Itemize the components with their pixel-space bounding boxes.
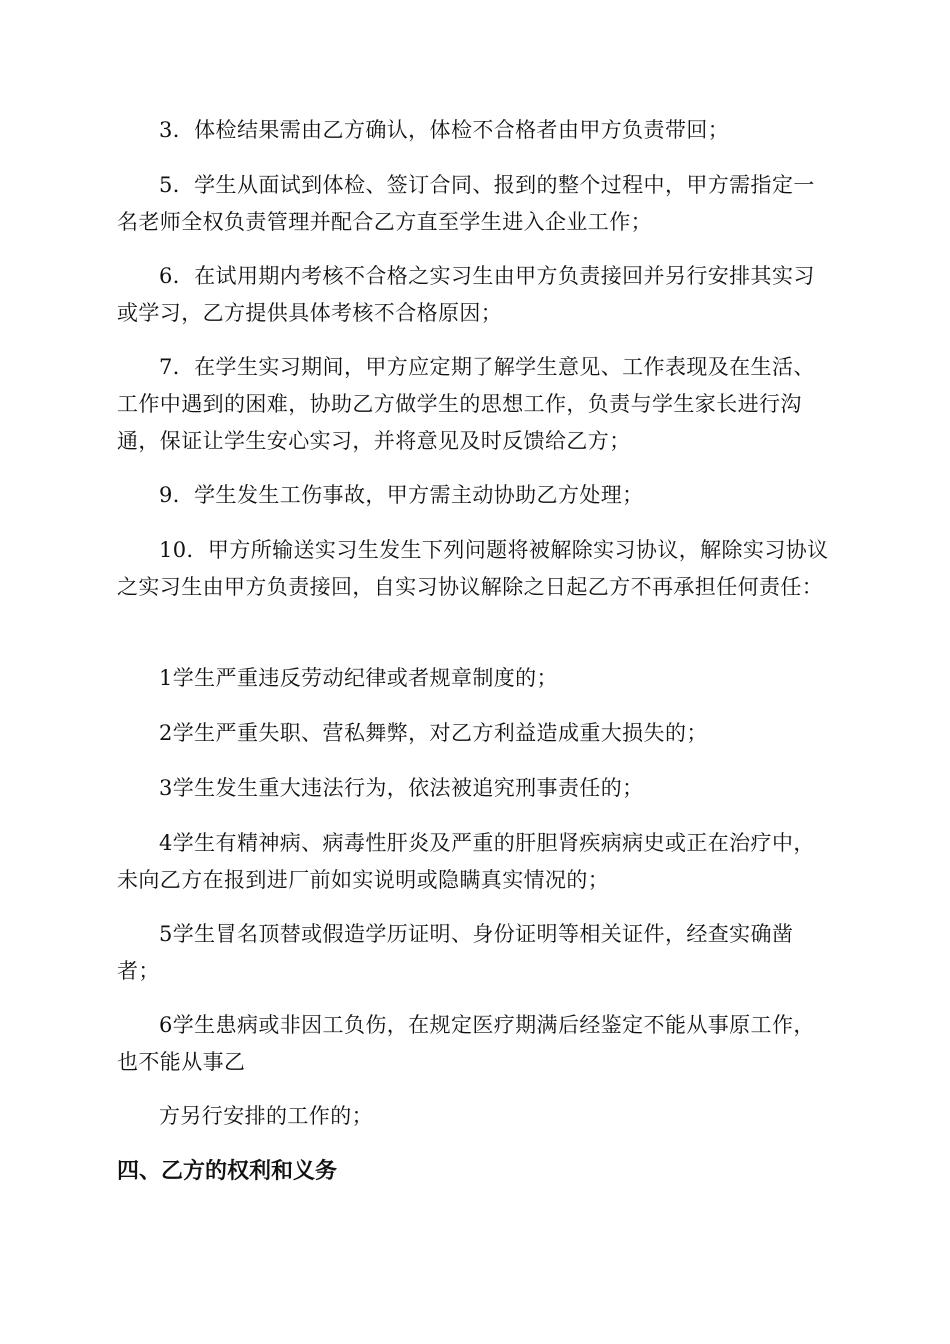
paragraph-item-6: 6．在试用期内考核不合格之实习生由甲方负责接回并另行安排其实习或学习，乙方提供具体考核不合格原因； bbox=[117, 264, 815, 325]
paragraph-item-9: 9．学生发生工伤事故，甲方需主动协助乙方处理； bbox=[159, 483, 644, 507]
sub-item-2: 2学生严重失职、营私舞弊，对乙方利益造成重大损失的； bbox=[159, 721, 708, 745]
section-heading: 四、乙方的权利和义务 bbox=[117, 1159, 338, 1184]
paragraph-item-3: 3．体检结果需由乙方确认，体检不合格者由甲方负责带回； bbox=[159, 118, 730, 142]
sub-item-5: 5学生冒名顶替或假造学历证明、身份证明等相关证件，经查实确凿者； bbox=[117, 922, 794, 983]
sub-item-6-continuation: 方另行安排的工作的； bbox=[159, 1104, 373, 1128]
paragraph-item-5: 5．学生从面试到体检、签订合同、报到的整个过程中，甲方需指定一名老师全权负责管理并配合乙方直至学生进入企业工作； bbox=[117, 173, 815, 234]
paragraph-item-7: 7．在学生实习期间，甲方应定期了解学生意见、工作表现及在生活、工作中遇到的困难，协助乙方做学生的思想工作，负责与学生家长进行沟通，保证让学生安心实习，并将意见及时反馈给乙方； bbox=[117, 355, 815, 453]
sub-item-4: 4学生有精神病、病毒性肝炎及严重的肝胆肾疾病病史或正在治疗中，未向乙方在报到进厂前如实说明或隐瞒真实情况的； bbox=[117, 831, 815, 892]
sub-item-6: 6学生患病或非因工负伤，在规定医疗期满后经鉴定不能从事原工作，也不能从事乙 bbox=[117, 1013, 815, 1074]
sub-item-1: 1学生严重违反劳动纪律或者规章制度的； bbox=[159, 666, 558, 690]
paragraph-item-10: 10．甲方所输送实习生发生下列问题将被解除实习协议，解除实习协议之实习生由甲方负责接回，自实习协议解除之日起乙方不再承担任何责任： bbox=[117, 538, 829, 599]
sub-item-3: 3学生发生重大违法行为，依法被追究刑事责任的； bbox=[159, 776, 644, 800]
